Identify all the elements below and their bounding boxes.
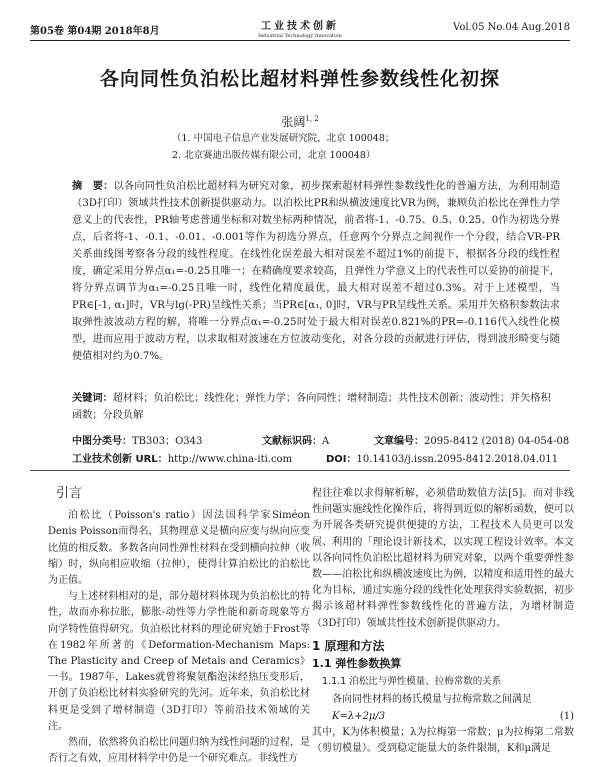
affiliation-1: （1. 中国电子信息产业发展研究院，北京 100048； — [172, 133, 395, 144]
doi[interactable]: DOI：10.14103/j.issn.2095-8412.2018.04.011 — [326, 454, 559, 465]
affiliations — [172, 130, 394, 164]
equation-text: K=λ+2μ/3 — [332, 710, 386, 722]
left-column — [48, 486, 310, 767]
affiliation-2: 2. 北京赛迪出版传媒有限公司，北京 100048） — [172, 150, 376, 161]
issue-info-left: 第05卷 第04期 2018年8月 — [30, 26, 160, 37]
keywords-label: 关键词： — [72, 393, 113, 404]
equation-1 — [312, 709, 574, 725]
paper-title: 各向同性负泊松比超材料弹性参数线性化初探 — [99, 68, 500, 90]
abstract — [72, 178, 560, 365]
clc-number: 中图分类号：TB303；O343 — [72, 436, 203, 447]
right-column — [312, 486, 574, 757]
body-paragraph: 其中，K为体积模量；λ为拉梅第一常数；μ为拉梅第二常数（剪切模量）。受到稳定能量大的条件限制，K和μ满足 — [312, 726, 574, 755]
body-paragraph: 程往往难以求得解析解，必须借助数值方法[5]。而对非线性问题实施线性化操作后，将得到近似的解析函数，便可以为开展各类研究提供便捷的方法，工程技术人员更可以发展、利用的「理论设计新技术，以实现工程设计效率。本文以各向同性负泊松比超材料为研究对象，以两个重要弹性参数——泊松比和纵横波速度比为例，以精度和适用性的最大化为目标，通过实施分段的线性化处理获得实验数据，初步揭示该超材料弹性参数线性化的普遍方法，为增材制造（3D打印）领域共性技术创新提供驱动力。 — [312, 488, 574, 629]
journal-name-cn: 工业技术创新 — [261, 21, 339, 32]
section-heading-1: 1 原理和方法 — [312, 638, 385, 653]
author-affiliation-mark: 1, 2 — [305, 115, 319, 123]
divider — [30, 470, 570, 471]
intro-paragraph: 泊松比（Poisson's ratio）因法国科学家Siméon Denis Poisson而得名，其物理意义是横向应变与纵向应变比值的相反数。多数各向同性弹性材料在受到横向拉伸（收缩）时，纵向相应收缩（拉伸），使得计算泊松比的泊松比为正值。 — [48, 510, 310, 587]
author-line — [0, 113, 600, 130]
issue-info-right: Vol.05 No.04 Aug.2018 — [453, 22, 570, 33]
journal-name-en: Industrial Technology Innovation — [258, 33, 342, 39]
keywords-text: 超材料；负泊松比；线性化；弹性力学；各向同性；增材制造；共性技术创新；波动性；并矢格积函数；分段负解 — [72, 393, 551, 421]
author-name: 张阔 — [281, 115, 306, 129]
journal-url[interactable]: 工业技术创新 URL：http://www.china-iti.com — [72, 454, 293, 465]
intro-paragraph: 与上述材料相对的是，部分超材料体现为负泊松比的特性，故而亦称拉胀，膨胀-动性等力学性能和新奇现象等方向学特性值得研究。负泊松比材料的理论研究始于Frost等在1982年所著的《Deformation-Mechanism Maps: The Plasticity and Creep of Metals and Ceramics》一书。1987年，Lakes就曾将聚氨酯泡沫经热压变形后，开创了负泊松比材料实验研究的先河。近年来，负泊松比材料更是受到了增材制造（3D打印）等前沿技术领域的关注。 — [48, 591, 310, 732]
running-header — [30, 14, 570, 41]
article-number: 文章编号：2095-8412 (2018) 04-054-08 — [374, 436, 570, 447]
body-paragraph: 各向同性材料的杨氏模量与拉梅常数之间满足 — [332, 694, 532, 706]
abstract-text: 以各向同性负泊松比超材料为研究对象，初步探索超材料弹性参数线性化的普遍方法，为利用制造（3D打印）领域共性技术创新提供驱动力。以泊松比PR和纵横波速度比VR为例，兼顾负泊松比在弹性力学意义上的代表性，PR轴考虑普通坐标和对数坐标两种情况，前者将-1、-0.75、0.5、0.25、0作为初选分界点，后者将-1、-0.1、-0.01、-0.001等作为初选分界点，任意两个分界点之间视作一个分段，结合VR-PR关系曲线图考察各分段的线性程度。在线性化误差最大相对误差不超过1%的前提下，根据各分段的线性程度，确定采用分界点α₁=-0.25且唯一；在精确度要求较高，且弹性力学意义上的代表性可以妥协的前提下，将分界点调节为α₁=-0.25且唯一时，线性化精度最优，最大相对误差不超过0.3%。对于上述模型，当PR∈[-1, α₁]时，VR与lg(-PR)呈线性关系；当PR∈[α₁, 0]时，VR与PR呈线性关系。采用并矢格积参数法求取弹性波波动方程的解，将唯一分界点α₁=-0.25时处于最大相对误差0.821%的PR=-0.116代入线性化模型，进而应用于波动方程，以求取相对波速在方位波动变化，对各分段的贡献进行评估，得到波形畸变与随便值相对约为0.7%。 — [72, 181, 561, 362]
keywords — [72, 390, 560, 424]
equation-number: (1) — [559, 710, 574, 722]
intro-paragraph: 然而，依然将负泊松比问题归纳为线性问题的过程，是否行之有效，应用材料学中仍是一个研究难点。非线性方 — [48, 737, 310, 765]
document-code: 文献标识码：A — [262, 436, 330, 447]
section-heading-intro: 引言 — [56, 486, 83, 501]
section-heading-1-1-1: 1.1.1 泊松比与弹性模量、拉梅常数的关系 — [322, 676, 502, 688]
section-heading-1-1: 1.1 弹性参数换算 — [312, 657, 402, 671]
abstract-label: 摘 要： — [72, 181, 114, 192]
